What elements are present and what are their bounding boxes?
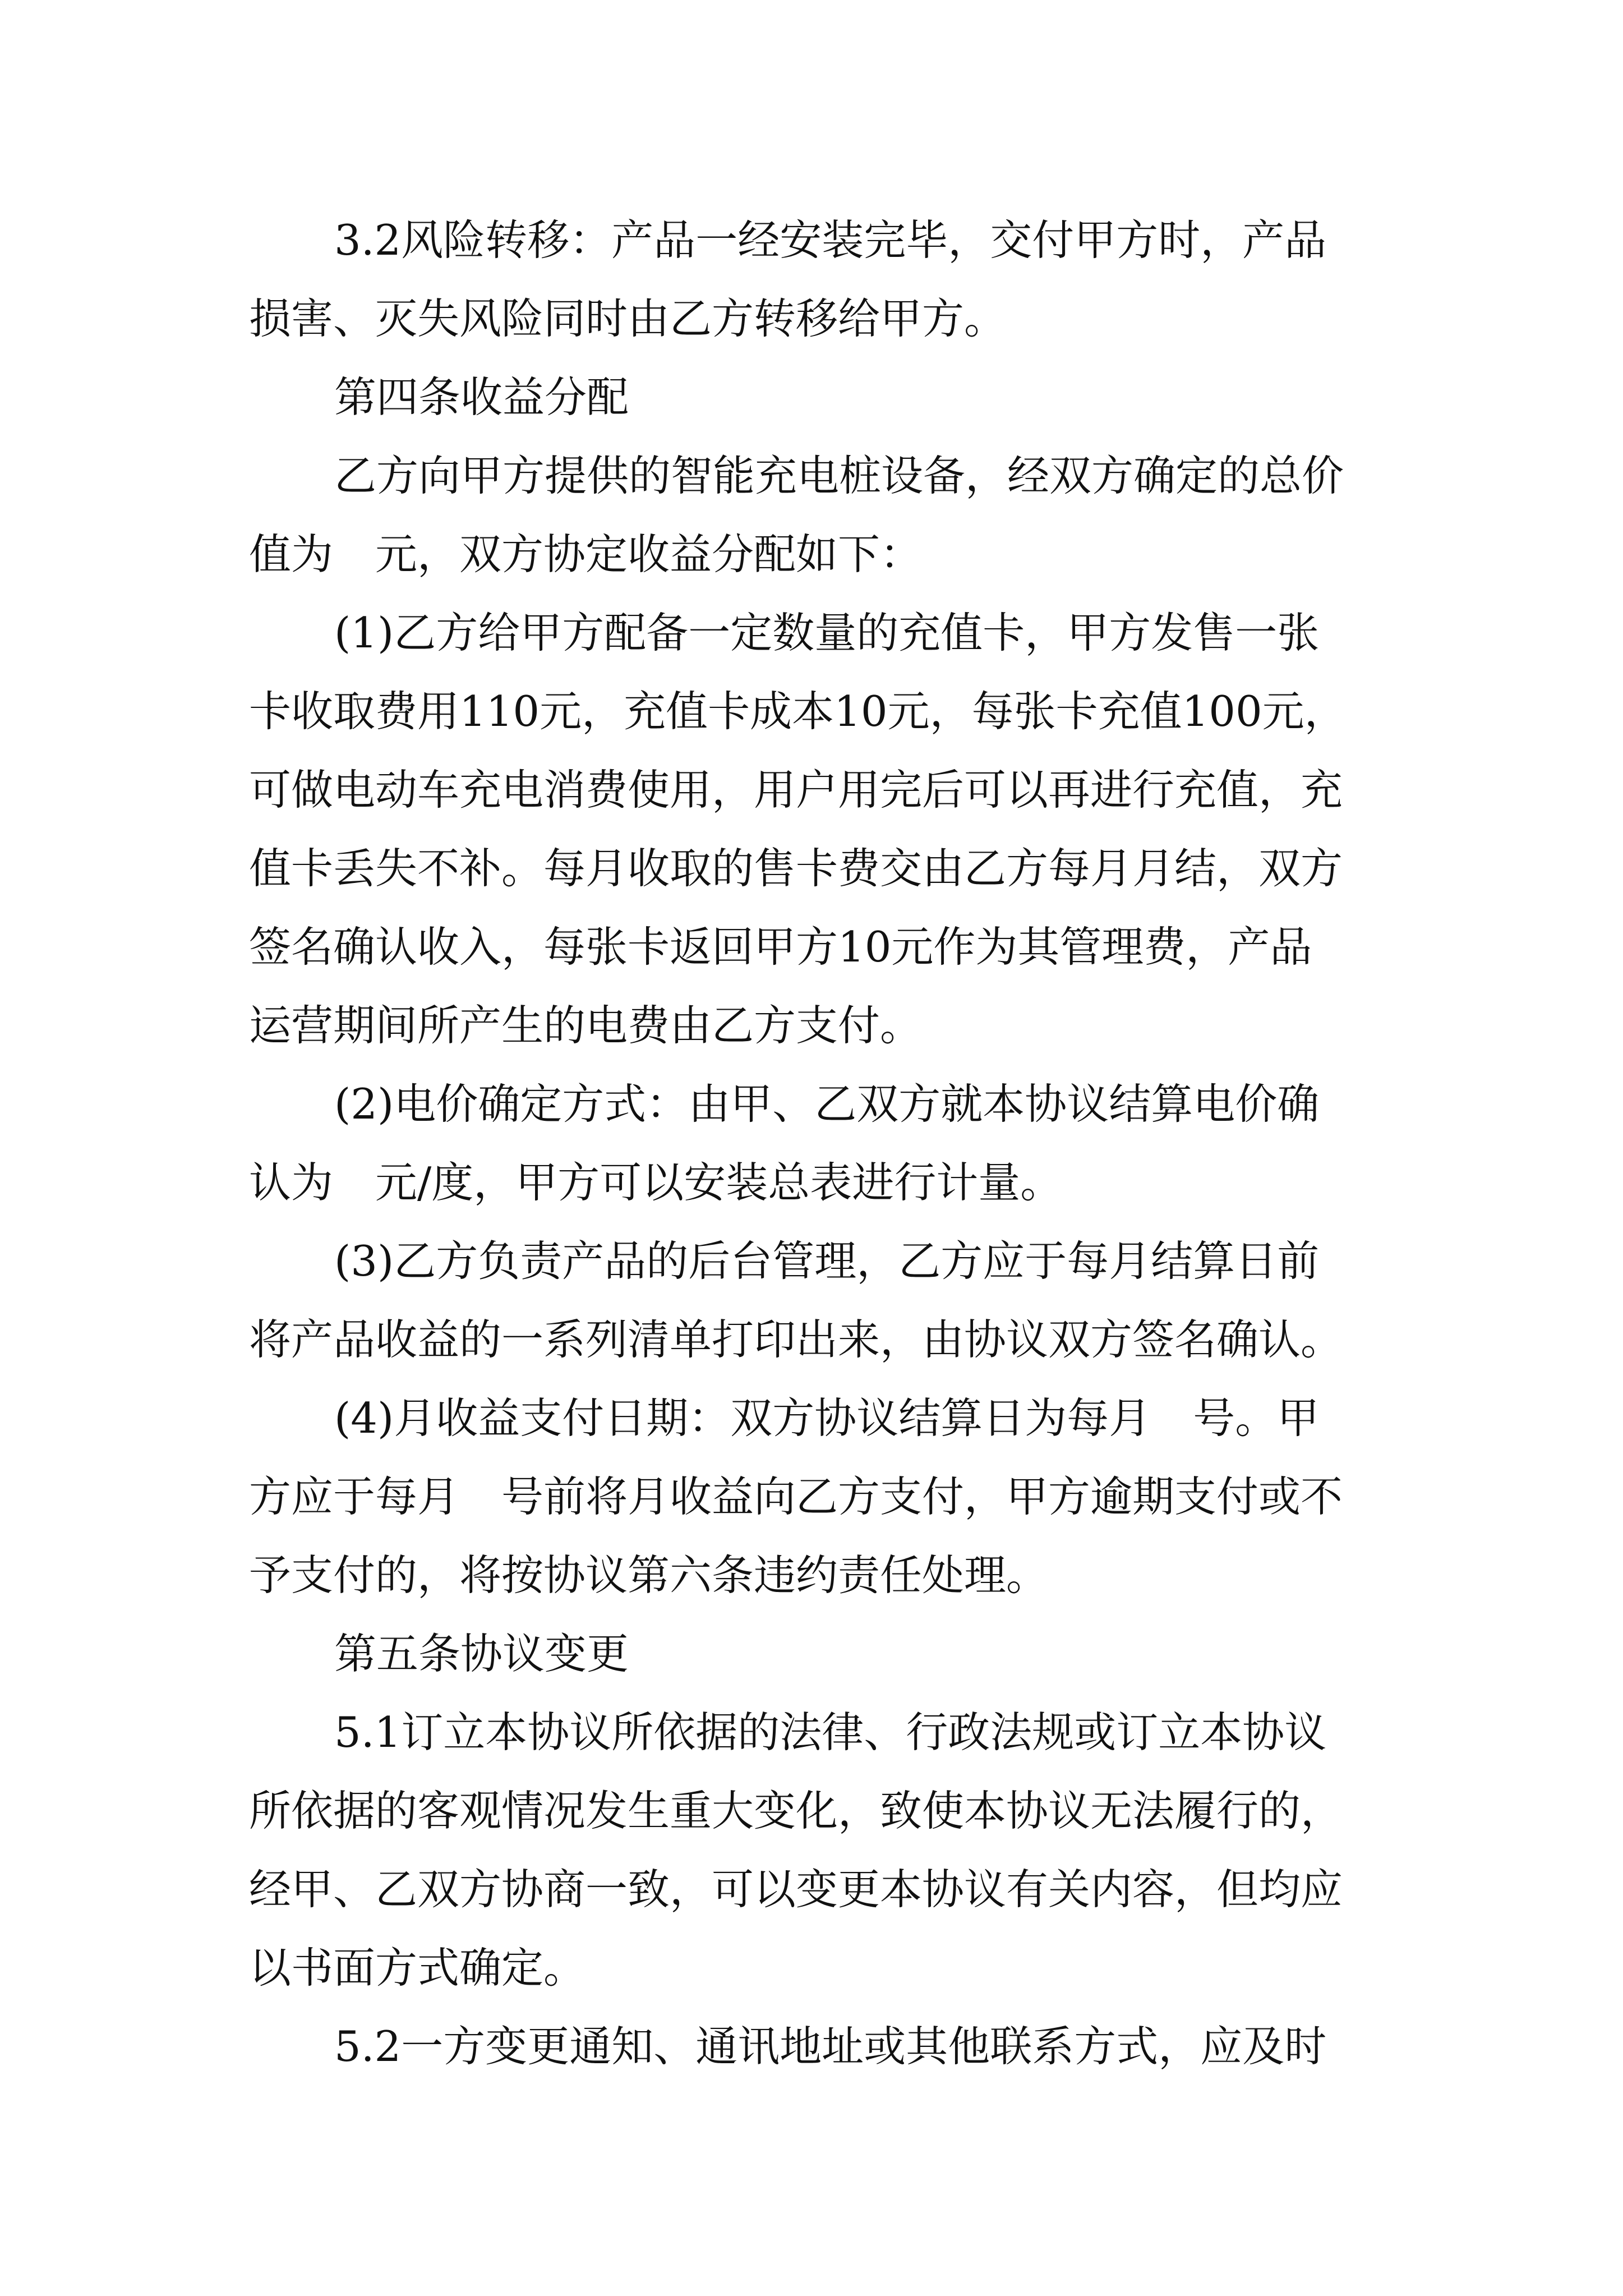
text-line: 方应于每月 号前将月收益向乙方支付，甲方逾期支付或不 <box>249 1472 1343 1521</box>
text-line: 将产品收益的一系列清单打印出来，由协议双方签名确认。 <box>249 1315 1343 1364</box>
text-line: 5.1订立本协议所依据的法律、行政法规或订立本协议 <box>334 1708 1327 1757</box>
section-heading: 第四条收益分配 <box>334 372 629 422</box>
text-line: (3)乙方负责产品的后台管理，乙方应于每月结算日前 <box>334 1236 1320 1286</box>
text-line: 认为 元/度，甲方可以安装总表进行计量。 <box>249 1158 1063 1207</box>
text-line: 值卡丢失不补。每月收取的售卡费交由乙方每月月结，双方 <box>249 844 1343 893</box>
text-line: (4)月收益支付日期：双方协议结算日为每月 号。甲 <box>334 1393 1320 1443</box>
text-line: 乙方向甲方提供的智能充电桩设备，经双方确定的总价 <box>334 451 1344 500</box>
text-line: 可做电动车充电消费使用，用户用完后可以再进行充值，充 <box>249 765 1343 815</box>
text-line: 以书面方式确定。 <box>249 1943 586 1993</box>
text-line: 所依据的客观情况发生重大变化，致使本协议无法履行的， <box>249 1786 1343 1835</box>
text-line: (1)乙方给甲方配备一定数量的充值卡，甲方发售一张 <box>334 608 1320 657</box>
text-line: (2)电价确定方式：由甲、乙双方就本协议结算电价确 <box>334 1079 1320 1129</box>
text-line: 签名确认收入，每张卡返回甲方10元作为其管理费，产品 <box>249 922 1312 972</box>
text-line: 经甲、乙双方协商一致，可以变更本协议有关内容，但均应 <box>249 1865 1343 1914</box>
text-line: 5.2一方变更通知、通讯地址或其他联系方式，应及时 <box>334 2022 1327 2071</box>
text-line: 卡收取费用110元，充值卡成本10元，每张卡充值100元， <box>249 687 1347 736</box>
text-line: 予支付的，将按协议第六条违约责任处理。 <box>249 1550 1049 1600</box>
section-heading: 第五条协议变更 <box>334 1629 629 1678</box>
text-line: 运营期间所产生的电费由乙方支付。 <box>249 1001 923 1050</box>
text-line: 3.2风险转移：产品一经安装完毕，交付甲方时，产品 <box>334 215 1327 265</box>
text-line: 值为 元，双方协定收益分配如下： <box>249 530 923 579</box>
text-line: 损害、灭失风险同时由乙方转移给甲方。 <box>249 294 1007 343</box>
